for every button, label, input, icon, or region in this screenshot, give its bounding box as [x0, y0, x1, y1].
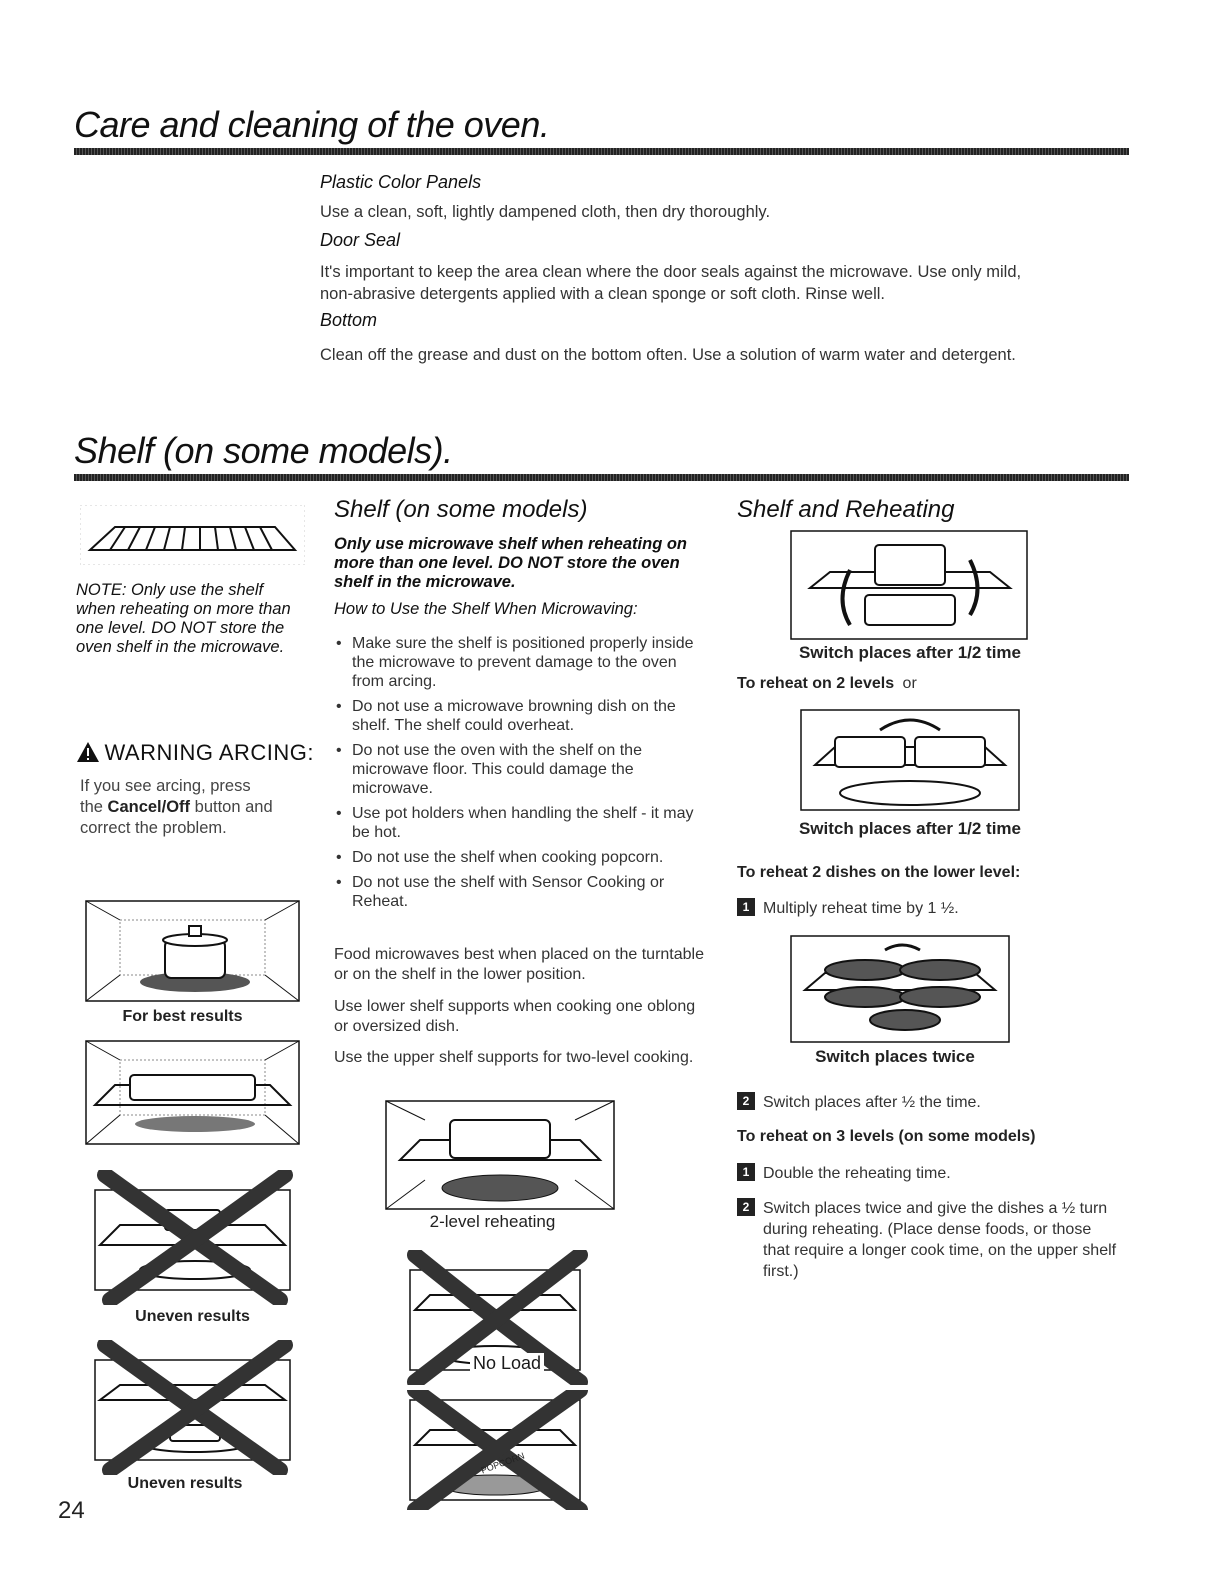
right-column-heading: Shelf and Reheating — [737, 496, 955, 523]
bullet-item: • Do not use the shelf when cooking popcorn. — [334, 848, 706, 867]
popcorn-bag-label: POPCORN — [479, 1450, 526, 1476]
step-a2 — [737, 1092, 981, 1113]
step-b2-text: Switch places twice and give the dishes a ½ turn during reheating. (Place dense foods, or those that require a longer cook time, on the upper shelf first.) — [763, 1200, 1117, 1280]
page-number: 24 — [58, 1497, 85, 1524]
warning-title: WARNING ARCING: — [104, 740, 315, 765]
shelf-bullet-list — [334, 634, 706, 917]
step-b1 — [737, 1163, 951, 1184]
plastic-panels-text: Use a clean, soft, lightly dampened cloth, then dry thoroughly. — [320, 203, 771, 221]
door-seal-text-line1: It's important to keep the area clean where the door seals against the microwave. Use only mild, — [320, 263, 1022, 281]
care-section-title: Care and cleaning of the oven. — [74, 104, 550, 145]
bullet-item: • Make sure the shelf is positioned properly inside the microwave to prevent damage to the oven from arcing. — [334, 634, 706, 691]
bullet-item: • Do not use the oven with the shelf on the microwave floor. This could damage the microwave. — [334, 741, 706, 798]
step-a2-text: Switch places after ½ the time. — [763, 1094, 981, 1111]
switch-places-illustration-2 — [800, 705, 1020, 815]
shelf-rack-illustration — [80, 505, 305, 565]
oven-best-results-illustration — [85, 900, 300, 1002]
step-number-badge: 1 — [737, 898, 755, 916]
oven-uneven-results-illustration-1 — [85, 1170, 300, 1305]
door-seal-heading: Door Seal — [320, 230, 401, 250]
warning-text-fragment: button and — [190, 798, 273, 816]
two-level-reheating-illustration — [385, 1100, 615, 1210]
shelf-section-title: Shelf (on some models). — [74, 430, 453, 471]
lower-shelf-paragraph: Use lower shelf supports when cooking one oblong or oversized dish. — [334, 998, 696, 1035]
caption-uneven-results-2: Uneven results — [127, 1475, 243, 1492]
bullet-item: • Do not use the shelf with Sensor Cooking or Reheat. — [334, 873, 706, 911]
turntable-paragraph: Food microwaves best when placed on the turntable or on the shelf in the lower position. — [334, 946, 704, 983]
upper-shelf-paragraph: Use the upper shelf supports for two-level cooking. — [334, 1049, 694, 1066]
how-to-use-heading: How to Use the Shelf When Microwaving: — [334, 600, 638, 618]
bullet-item: • Do not use a microwave browning dish on the shelf. The shelf could overheat. — [334, 697, 706, 735]
plastic-panels-heading: Plastic Color Panels — [320, 172, 482, 192]
step-b1-text: Double the reheating time. — [763, 1165, 951, 1182]
caption-switch-places-twice: Switch places twice — [815, 1047, 975, 1066]
switch-places-illustration-1 — [790, 530, 1030, 640]
warning-header — [76, 740, 314, 766]
step-a1 — [737, 898, 959, 919]
shelf-title-rule — [74, 474, 1129, 481]
door-seal-text-line2: non-abrasive detergents applied with a clean sponge or soft cloth. Rinse well. — [320, 285, 885, 303]
warning-text-line2 — [80, 797, 273, 818]
step-number-badge: 2 — [737, 1198, 755, 1216]
switch-places-twice-illustration — [790, 935, 1010, 1043]
reheat-lower-level-label: To reheat 2 dishes on the lower level: — [737, 864, 1021, 881]
caption-switch-places-1: Switch places after 1/2 time — [798, 643, 1022, 662]
warning-text-fragment: the — [80, 798, 108, 816]
caption-switch-places-2: Switch places after 1/2 time — [798, 819, 1022, 838]
bullet-item: • Use pot holders when handling the shelf - it may be hot. — [334, 804, 706, 842]
or-text: or — [902, 675, 917, 692]
caption-uneven-results-1: Uneven results — [135, 1308, 250, 1325]
reheat-2-levels-label: To reheat on 2 levels — [737, 675, 895, 692]
oven-uneven-results-illustration-2 — [85, 1340, 300, 1475]
bottom-text: Clean off the grease and dust on the bottom often. Use a solution of warm water and detergent. — [320, 346, 1016, 364]
care-title-rule — [74, 148, 1129, 155]
reheat-2-levels-line — [737, 675, 917, 693]
reheat-3-levels-label: To reheat on 3 levels (on some models) — [737, 1128, 1036, 1145]
shelf-note: NOTE: Only use the shelf when reheating on more than one level. DO NOT store the oven shelf in the microwave. — [76, 581, 291, 656]
oven-shelf-oblong-illustration — [85, 1040, 300, 1145]
step-number-badge: 2 — [737, 1092, 755, 1110]
warning-text-line1: If you see arcing, press — [80, 777, 251, 795]
caption-2-level-reheating: 2-level reheating — [429, 1212, 556, 1231]
no-load-label: No Load — [470, 1353, 544, 1374]
cancel-off-label: Cancel/Off — [107, 798, 191, 816]
caption-best-results: For best results — [122, 1008, 243, 1025]
warning-text-line3: correct the problem. — [80, 819, 227, 837]
warning-triangle-icon — [76, 741, 100, 763]
middle-intro: Only use microwave shelf when reheating on more than one level. DO NOT store the oven shelf in the microwave. — [334, 535, 688, 591]
popcorn-illustration — [395, 1390, 595, 1510]
middle-column-heading: Shelf (on some models) — [334, 496, 588, 523]
step-number-badge: 1 — [737, 1163, 755, 1181]
step-b2 — [737, 1198, 1122, 1282]
step-a1-text: Multiply reheat time by 1 ½. — [763, 900, 959, 917]
bottom-heading: Bottom — [320, 310, 378, 330]
